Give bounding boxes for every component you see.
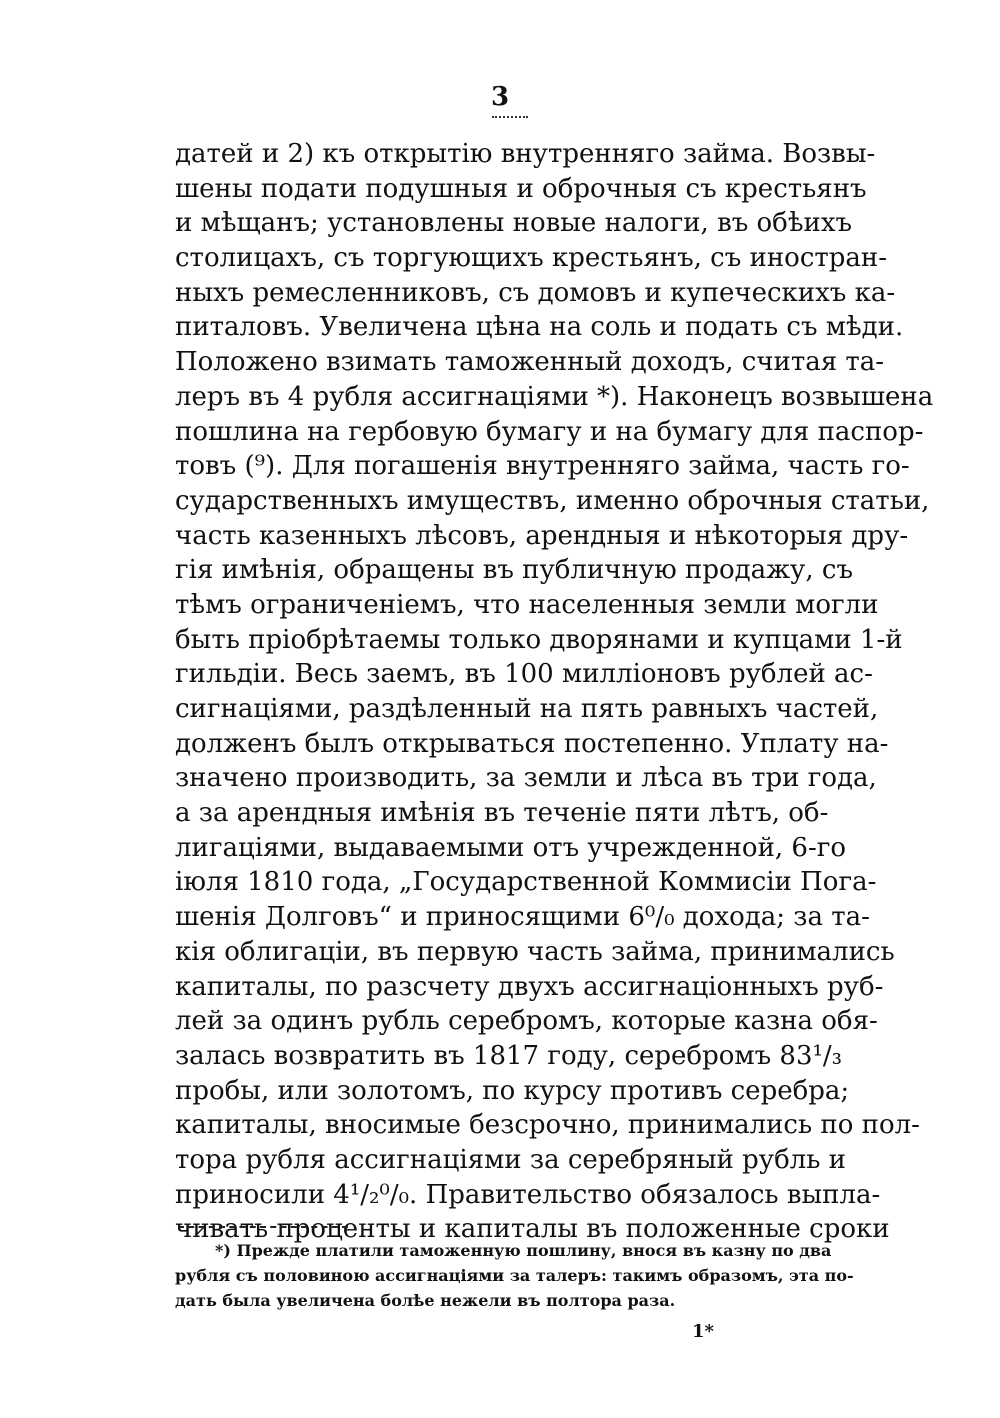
body-line: и мѣщанъ; установлены новые налоги, въ обѣихъ (175, 208, 853, 239)
body-line: часть казенныхъ лѣсовъ, арендныя и нѣкоторыя дру- (175, 520, 909, 551)
body-line: пошлина на гербовую бумагу и на бумагу для паспор- (175, 416, 924, 447)
body-text (175, 137, 934, 1247)
body-line: лей за одинъ рубль серебромъ, которые казна обя- (175, 1006, 878, 1037)
body-line: питаловъ. Увеличена цѣна на соль и подать съ мѣди. (175, 312, 904, 343)
body-line: столицахъ, съ торгующихъ крестьянъ, съ иностран- (175, 243, 888, 274)
body-line: тора рубля ассигнаціями за серебряный рубль и (175, 1144, 846, 1175)
body-line: шенія Долговъ“ и приносящими 6⁰/₀ дохода; за та- (175, 902, 870, 933)
page-number-rule (492, 116, 528, 118)
body-line: сударственныхъ имуществъ, именно оброчныя статьи, (175, 485, 930, 516)
footnote-line: дать была увеличена болѣе нежели въ полтора раза. (175, 1291, 676, 1310)
body-line: долженъ былъ открываться постепенно. Уплату на- (175, 728, 889, 759)
body-line: пробы, или золотомъ, по курсу противъ серебра; (175, 1075, 850, 1106)
body-line: капиталы, вносимые безсрочно, принимались по пол- (175, 1110, 920, 1141)
body-line: гильдіи. Весь заемъ, въ 100 милліоновъ рублей ас- (175, 659, 873, 690)
body-line: гія имѣнія, обращены въ публичную продажу, съ (175, 555, 853, 586)
body-line: кія облигаціи, въ первую часть займа, принимались (175, 936, 895, 967)
body-line: тѣмъ ограниченіемъ, что населенныя земли могли (175, 589, 879, 620)
footnote-line: *) Прежде платили таможенную пошлину, внося въ казну по два (215, 1241, 832, 1260)
footnote (175, 1238, 854, 1313)
body-line: іюля 1810 года, „Государственной Коммисіи Пога- (175, 867, 877, 898)
body-line: залась возвратить въ 1817 году, серебромъ 83¹/₃ (175, 1040, 843, 1071)
page-number: 3 (490, 82, 510, 112)
body-line: ныхъ ремесленниковъ, съ домовъ и купеческихъ ка- (175, 277, 896, 308)
body-line: леръ въ 4 рубля ассигнаціями *). Наконецъ возвышена (175, 381, 934, 412)
body-line: а за арендныя имѣнія въ теченіе пяти лѣтъ, об- (175, 798, 829, 829)
signature-mark: 1* (692, 1321, 714, 1342)
footnote-rule (178, 1226, 348, 1228)
body-line: приносили 4¹/₂⁰/₀. Правительство обязалось выпла- (175, 1179, 881, 1210)
footnote-line: рубля съ половиною ассигнаціями за талеръ: такимъ образомъ, эта по- (175, 1266, 854, 1285)
body-line: чивать проценты и капиталы въ положенные сроки (175, 1214, 890, 1245)
body-line: сигнаціями, раздѣленный на пять равныхъ частей, (175, 694, 879, 724)
body-line: значено производить, за земли и лѣса въ три года, (175, 763, 877, 794)
body-line: капиталы, по разсчету двухъ ассигнаціонныхъ руб- (175, 971, 884, 1002)
body-line: Положено взимать таможенный доходъ, считая та- (175, 347, 885, 378)
body-line: быть пріобрѣтаемы только дворянами и купцами 1-й (175, 624, 903, 655)
body-line: лигаціями, выдаваемыми отъ учрежденной, 6-го (175, 832, 847, 863)
body-line: товъ (⁹). Для погашенія внутренняго займа, часть го- (175, 451, 910, 482)
body-line: датей и 2) къ открытію внутренняго займа. Возвы- (175, 139, 876, 169)
body-line: шены подати подушныя и оброчныя съ крестьянъ (175, 173, 867, 204)
